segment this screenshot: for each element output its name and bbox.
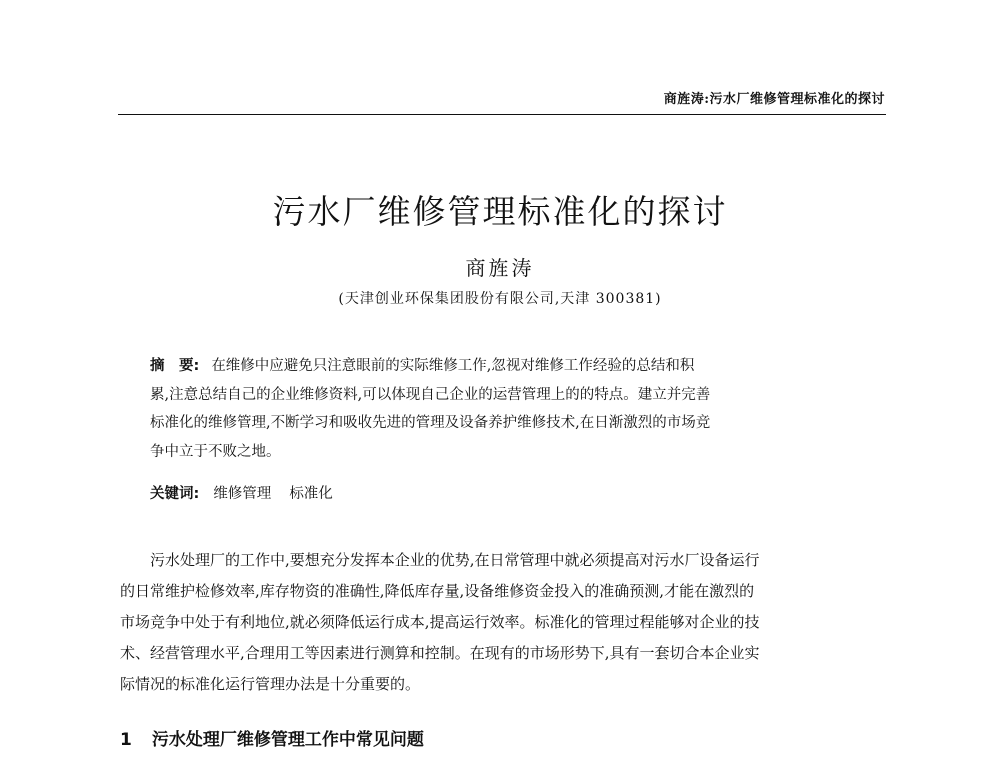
body-paragraph <box>120 545 890 700</box>
section-number: 1 <box>120 730 132 750</box>
keywords <box>150 482 351 503</box>
abstract-line <box>150 352 870 381</box>
body-line: 际情况的标准化运行管理办法是十分重要的。 <box>120 675 421 693</box>
keyword-item: 标准化 <box>289 486 333 502</box>
abstract-line: 争中立于不败之地。 <box>150 443 281 460</box>
keyword-item: 维修管理 <box>213 486 272 502</box>
abstract <box>150 352 870 466</box>
running-header: 商旌涛:污水厂维修管理标准化的探讨 <box>663 92 885 107</box>
section-heading <box>120 725 424 750</box>
keywords-label: 关键词: <box>150 486 200 502</box>
body-line: 污水处理厂的工作中,要想充分发挥本企业的优势,在日常管理中就必须提高对污水厂设备运行 <box>120 551 760 569</box>
body-line: 的日常维护检修效率,库存物资的准确性,降低库存量,设备维修资金投入的准确预测,才能在激烈的 <box>120 582 755 600</box>
abstract-text: 在维修中应避免只注意眼前的实际维修工作,忽视对维修工作经验的总结和积 <box>211 358 695 374</box>
author-affiliation: (天津创业环保集团股份有限公司,天津 300381) <box>338 291 662 307</box>
header-rule <box>118 114 886 115</box>
abstract-line: 累,注意总结自己的企业维修资料,可以体现自己企业的运营管理上的的特点。建立并完善 <box>150 386 711 403</box>
paper-title: 污水厂维修管理标准化的探讨 <box>272 192 728 231</box>
author-name: 商旌涛 <box>465 256 535 280</box>
section-title: 污水处理厂维修管理工作中常见问题 <box>151 730 424 750</box>
body-line: 市场竞争中处于有利地位,就必须降低运行成本,提高运行效率。标准化的管理过程能够对企业的技 <box>120 613 760 631</box>
abstract-label: 摘 要: <box>150 358 200 374</box>
body-line: 术、经营管理水平,合理用工等因素进行测算和控制。在现有的市场形势下,具有一套切合本企业实 <box>120 644 760 662</box>
abstract-line: 标准化的维修管理,不断学习和吸收先进的管理及设备养护维修技术,在日渐激烈的市场竞 <box>150 415 711 431</box>
